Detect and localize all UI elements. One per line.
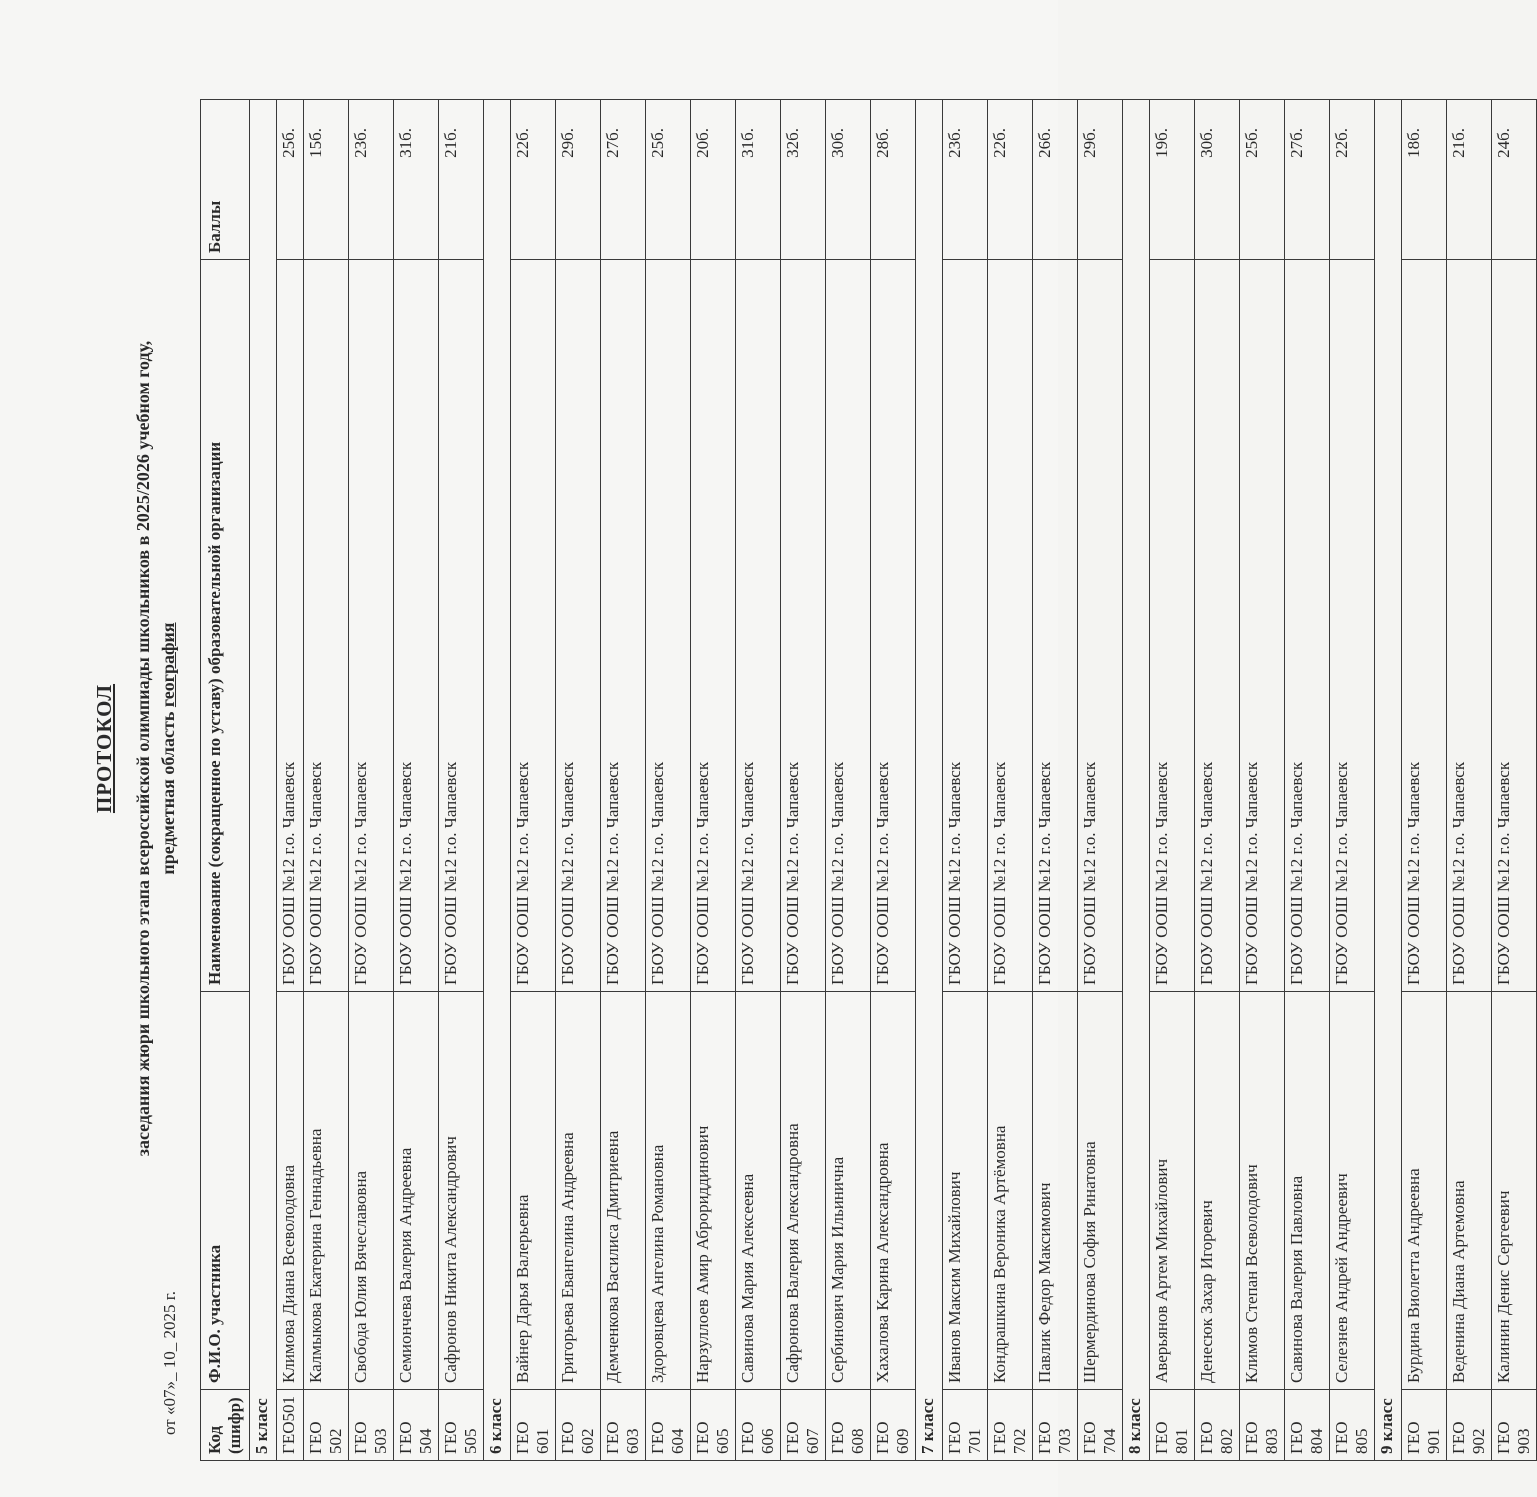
organization-name: ГБОУ ООШ №12 г.о. Чапаевск bbox=[826, 260, 871, 992]
score: 28б. bbox=[871, 100, 916, 260]
table-row bbox=[556, 100, 601, 1461]
document-subtitle: заседания жюри школьного этапа всероссийской олимпиады школьников в 2025/2026 учебном году, bbox=[133, 340, 153, 1157]
table-row bbox=[601, 100, 646, 1461]
organization-name: ГБОУ ООШ №12 г.о. Чапаевск bbox=[943, 260, 988, 992]
participant-name: Вайнер Дарья Валерьевна bbox=[511, 992, 556, 1390]
participant-code: ГЕО 602 bbox=[556, 1390, 601, 1461]
participant-name: Сафронова Валерия Александровна bbox=[781, 992, 826, 1390]
participant-code: ГЕО 703 bbox=[1033, 1390, 1078, 1461]
participant-code: ГЕО 608 bbox=[826, 1390, 871, 1461]
table-row bbox=[1285, 100, 1330, 1461]
class-group-row bbox=[250, 100, 277, 1461]
organization-name: ГБОУ ООШ №12 г.о. Чапаевск bbox=[349, 260, 394, 992]
participant-name: Нарзуллоев Амир Аброриддинович bbox=[691, 992, 736, 1390]
header-organization: Наименование (сокращенное по уставу) образовательной организации bbox=[201, 260, 250, 992]
score: 25б. bbox=[1240, 100, 1285, 260]
class-group-label: 6 класс bbox=[484, 100, 511, 1461]
table-row bbox=[304, 100, 349, 1461]
organization-name: ГБОУ ООШ №12 г.о. Чапаевск bbox=[601, 260, 646, 992]
organization-name: ГБОУ ООШ №12 г.о. Чапаевск bbox=[304, 260, 349, 992]
organization-name: ГБОУ ООШ №12 г.о. Чапаевск bbox=[1078, 260, 1123, 992]
organization-name: ГБОУ ООШ №12 г.о. Чапаевск bbox=[1285, 260, 1330, 992]
score: 31б. bbox=[736, 100, 781, 260]
participant-name: Калинин Денис Сергеевич bbox=[1492, 992, 1537, 1390]
participant-code: ГЕО 503 bbox=[349, 1390, 394, 1461]
participant-code: ГЕО 604 bbox=[646, 1390, 691, 1461]
table-row bbox=[349, 100, 394, 1461]
organization-name: ГБОУ ООШ №12 г.о. Чапаевск bbox=[1402, 260, 1447, 992]
participant-name: Григорьева Евангелина Андреевна bbox=[556, 992, 601, 1390]
table-row bbox=[1402, 100, 1447, 1461]
participant-name: Селезнев Андрей Андреевич bbox=[1330, 992, 1375, 1390]
title-block bbox=[92, 0, 179, 1497]
organization-name: ГБОУ ООШ №12 г.о. Чапаевск bbox=[871, 260, 916, 992]
participant-code: ГЕО 901 bbox=[1402, 1390, 1447, 1461]
document-title: ПРОТОКОЛ bbox=[92, 683, 116, 814]
class-group-row bbox=[1375, 100, 1402, 1461]
header-name: Ф.И.О. участника bbox=[201, 992, 250, 1390]
class-group-label: 9 класс bbox=[1375, 100, 1402, 1461]
participant-code: ГЕО 702 bbox=[988, 1390, 1033, 1461]
score: 26б. bbox=[1033, 100, 1078, 260]
participant-name: Сафронов Никита Александрович bbox=[439, 992, 484, 1390]
class-group-row bbox=[916, 100, 943, 1461]
organization-name: ГБОУ ООШ №12 г.о. Чапаевск bbox=[988, 260, 1033, 992]
score: 29б. bbox=[556, 100, 601, 260]
results-table bbox=[200, 99, 1537, 1461]
score: 27б. bbox=[601, 100, 646, 260]
participant-name: Бурдина Виолетта Андреевна bbox=[1402, 992, 1447, 1390]
participant-code: ГЕО 605 bbox=[691, 1390, 736, 1461]
table-row bbox=[736, 100, 781, 1461]
organization-name: ГБОУ ООШ №12 г.о. Чапаевск bbox=[781, 260, 826, 992]
organization-name: ГБОУ ООШ №12 г.о. Чапаевск bbox=[439, 260, 484, 992]
participant-code: ГЕО 902 bbox=[1447, 1390, 1492, 1461]
score: 19б. bbox=[1150, 100, 1195, 260]
participant-code: ГЕО 609 bbox=[871, 1390, 916, 1461]
table-row bbox=[646, 100, 691, 1461]
class-group-label: 7 класс bbox=[916, 100, 943, 1461]
participant-code: ГЕО 601 bbox=[511, 1390, 556, 1461]
participant-code: ГЕО 704 bbox=[1078, 1390, 1123, 1461]
participant-name: Савинова Валерия Павловна bbox=[1285, 992, 1330, 1390]
participant-code: ГЕО 607 bbox=[781, 1390, 826, 1461]
score: 25б. bbox=[646, 100, 691, 260]
participant-name: Кондрашкина Вероника Артёмовна bbox=[988, 992, 1033, 1390]
score: 29б. bbox=[1078, 100, 1123, 260]
participant-name: Хахалова Карина Александровна bbox=[871, 992, 916, 1390]
score: 24б. bbox=[1492, 100, 1537, 260]
score: 22б. bbox=[511, 100, 556, 260]
participant-name: Сербинович Мария Ильинична bbox=[826, 992, 871, 1390]
participant-code: ГЕО 603 bbox=[601, 1390, 646, 1461]
protocol-date: от «07»_ 10_ 2025 г. bbox=[160, 1290, 179, 1435]
participant-name: Свобода Юлия Вячеславовна bbox=[349, 992, 394, 1390]
class-group-row bbox=[484, 100, 511, 1461]
participant-code: ГЕО 505 bbox=[439, 1390, 484, 1461]
participant-name: Павлик Федор Максимович bbox=[1033, 992, 1078, 1390]
participant-name: Климов Степан Всеволодович bbox=[1240, 992, 1285, 1390]
score: 23б. bbox=[943, 100, 988, 260]
participant-code: ГЕО501 bbox=[277, 1390, 304, 1461]
organization-name: ГБОУ ООШ №12 г.о. Чапаевск bbox=[736, 260, 781, 992]
score: 32б. bbox=[781, 100, 826, 260]
table-header-row bbox=[201, 100, 250, 1461]
table-row bbox=[826, 100, 871, 1461]
organization-name: ГБОУ ООШ №12 г.о. Чапаевск bbox=[1447, 260, 1492, 992]
score: 30б. bbox=[826, 100, 871, 260]
table-row bbox=[1195, 100, 1240, 1461]
participant-code: ГЕО 502 bbox=[304, 1390, 349, 1461]
participant-name: Савинова Мария Алексеевна bbox=[736, 992, 781, 1390]
organization-name: ГБОУ ООШ №12 г.о. Чапаевск bbox=[1330, 260, 1375, 992]
organization-name: ГБОУ ООШ №12 г.о. Чапаевск bbox=[1195, 260, 1240, 992]
participant-code: ГЕО 805 bbox=[1330, 1390, 1375, 1461]
participant-code: ГЕО 504 bbox=[394, 1390, 439, 1461]
organization-name: ГБОУ ООШ №12 г.о. Чапаевск bbox=[646, 260, 691, 992]
score: 21б. bbox=[1447, 100, 1492, 260]
organization-name: ГБОУ ООШ №12 г.о. Чапаевск bbox=[394, 260, 439, 992]
participant-code: ГЕО 606 bbox=[736, 1390, 781, 1461]
table-row bbox=[439, 100, 484, 1461]
participant-name: Аверьянов Артем Михайлович bbox=[1150, 992, 1195, 1390]
participant-code: ГЕО 903 bbox=[1492, 1390, 1537, 1461]
participant-name: Шермердинова София Ринатовна bbox=[1078, 992, 1123, 1390]
participant-name: Веденина Диана Артемовна bbox=[1447, 992, 1492, 1390]
score: 22б. bbox=[988, 100, 1033, 260]
table-row bbox=[277, 100, 304, 1461]
class-group-row bbox=[1123, 100, 1150, 1461]
table-row bbox=[1150, 100, 1195, 1461]
subject-name: география bbox=[158, 622, 178, 708]
organization-name: ГБОУ ООШ №12 г.о. Чапаевск bbox=[1033, 260, 1078, 992]
subject-prefix: предметная область bbox=[158, 711, 178, 875]
organization-name: ГБОУ ООШ №12 г.о. Чапаевск bbox=[1492, 260, 1537, 992]
table-row bbox=[1078, 100, 1123, 1461]
score: 18б. bbox=[1402, 100, 1447, 260]
class-group-label: 8 класс bbox=[1123, 100, 1150, 1461]
participant-name: Денесюк Захар Игоревич bbox=[1195, 992, 1240, 1390]
score: 21б. bbox=[439, 100, 484, 260]
participant-code: ГЕО 804 bbox=[1285, 1390, 1330, 1461]
score: 22б. bbox=[1330, 100, 1375, 260]
participant-name: Демченкова Василиса Дмитриевна bbox=[601, 992, 646, 1390]
score: 15б. bbox=[304, 100, 349, 260]
table-row bbox=[511, 100, 556, 1461]
header-score: Баллы bbox=[201, 100, 250, 260]
table-row bbox=[988, 100, 1033, 1461]
organization-name: ГБОУ ООШ №12 г.о. Чапаевск bbox=[691, 260, 736, 992]
table-row bbox=[943, 100, 988, 1461]
score: 27б. bbox=[1285, 100, 1330, 260]
participant-code: ГЕО 701 bbox=[943, 1390, 988, 1461]
organization-name: ГБОУ ООШ №12 г.о. Чапаевск bbox=[556, 260, 601, 992]
score: 30б. bbox=[1195, 100, 1240, 260]
header-code: Код (шифр) bbox=[201, 1390, 250, 1461]
participant-name: Калмыкова Екатерина Геннадьевна bbox=[304, 992, 349, 1390]
participant-name: Климова Диана Всеволодовна bbox=[277, 992, 304, 1390]
organization-name: ГБОУ ООШ №12 г.о. Чапаевск bbox=[511, 260, 556, 992]
table-row bbox=[394, 100, 439, 1461]
participant-code: ГЕО 801 bbox=[1150, 1390, 1195, 1461]
participant-code: ГЕО 803 bbox=[1240, 1390, 1285, 1461]
participant-name: Здоровцева Ангелина Романовна bbox=[646, 992, 691, 1390]
table-body bbox=[250, 100, 1537, 1461]
table-row bbox=[1240, 100, 1285, 1461]
organization-name: ГБОУ ООШ №12 г.о. Чапаевск bbox=[1240, 260, 1285, 992]
table-row bbox=[1033, 100, 1078, 1461]
participant-name: Семиончева Валерия Андреевна bbox=[394, 992, 439, 1390]
table-row bbox=[691, 100, 736, 1461]
table-row bbox=[1330, 100, 1375, 1461]
table-row bbox=[871, 100, 916, 1461]
participant-code: ГЕО 802 bbox=[1195, 1390, 1240, 1461]
table-row bbox=[1492, 100, 1537, 1461]
participant-name: Иванов Максим Михайлович bbox=[943, 992, 988, 1390]
organization-name: ГБОУ ООШ №12 г.о. Чапаевск bbox=[1150, 260, 1195, 992]
subject-line bbox=[158, 0, 179, 1497]
score: 20б. bbox=[691, 100, 736, 260]
score: 23б. bbox=[349, 100, 394, 260]
table-row bbox=[781, 100, 826, 1461]
class-group-label: 5 класс bbox=[250, 100, 277, 1461]
score: 25б. bbox=[277, 100, 304, 260]
organization-name: ГБОУ ООШ №12 г.о. Чапаевск bbox=[277, 260, 304, 992]
score: 31б. bbox=[394, 100, 439, 260]
table-row bbox=[1447, 100, 1492, 1461]
